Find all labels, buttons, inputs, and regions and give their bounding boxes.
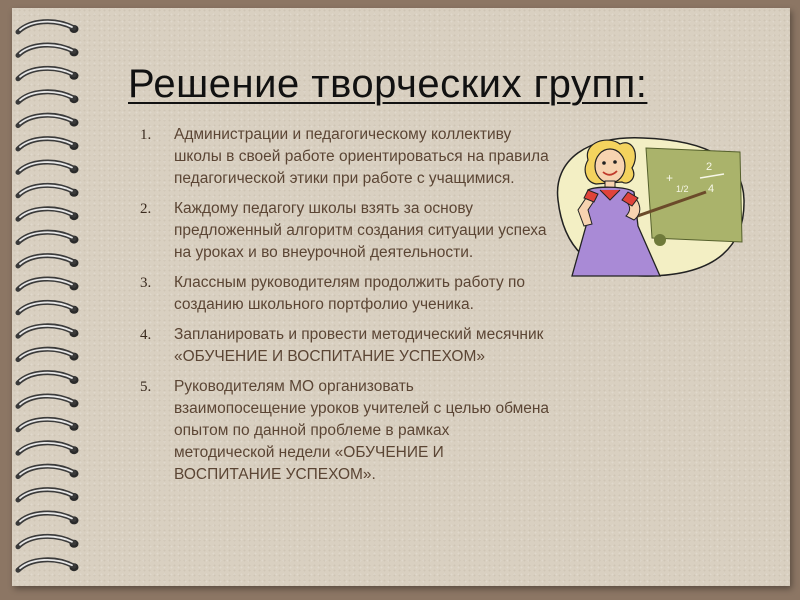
list-item bbox=[140, 124, 550, 190]
list-text: Администрации и педагогическому коллективу школы в своей работе ориентироваться на правила педагогической этики при работе с учащимися. bbox=[174, 126, 549, 187]
board-mark: + bbox=[666, 171, 674, 185]
list-number: 2. bbox=[140, 201, 152, 217]
list-item bbox=[140, 376, 550, 486]
list-number: 4. bbox=[140, 327, 152, 343]
list-text: Каждому педагогу школы взять за основу предложенный алгоритм создания ситуации успеха на уроках и во внеурочной деятельности. bbox=[174, 200, 547, 261]
decision-list bbox=[140, 124, 550, 494]
list-number: 3. bbox=[140, 275, 152, 291]
teacher-clipart-icon bbox=[548, 130, 748, 280]
list-text: Руководителям МО организовать взаимопосещение уроков учителей с целью обмена опытом по данной проблеме в рамках методической недели «ОБУЧЕНИЕ И ВОСПИТАНИЕ УСПЕХОМ». bbox=[174, 378, 550, 483]
list-item bbox=[140, 272, 550, 316]
board-mark: 1/2 bbox=[676, 184, 689, 194]
spiral-binding-icon bbox=[0, 0, 90, 600]
list-number: 1. bbox=[140, 127, 152, 143]
slide-title: Решение творческих групп: bbox=[128, 62, 648, 106]
list-number: 5. bbox=[140, 379, 152, 395]
list-item bbox=[140, 324, 550, 368]
list-text: Классным руководителям продолжить работу по созданию школьного портфолио ученика. bbox=[174, 274, 526, 313]
board-mark: 2 bbox=[706, 161, 713, 173]
board-mark: 4 bbox=[708, 183, 715, 195]
list-item bbox=[140, 198, 550, 264]
list-text: Запланировать и провести методический месячник «ОБУЧЕНИЕ И ВОСПИТАНИЕ УСПЕХОМ» bbox=[174, 326, 544, 365]
